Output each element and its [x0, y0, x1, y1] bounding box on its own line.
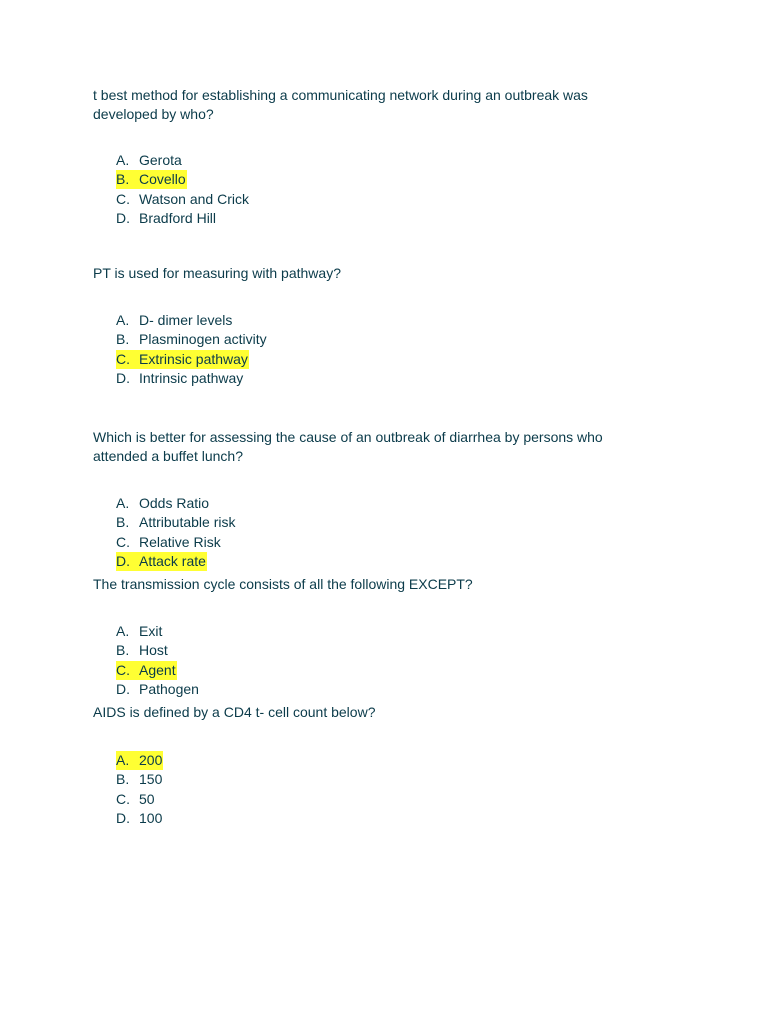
option-a: A. Odds Ratio — [116, 495, 210, 511]
question-1-text: t best method for establishing a communicating network during an outbreak was developed by who? — [93, 87, 588, 122]
question-5-options — [116, 751, 163, 828]
option-c: C. Watson and Crick — [116, 190, 249, 207]
option-b: B. 150 — [116, 771, 163, 788]
option-c-highlighted: C. Extrinsic pathway — [116, 350, 248, 367]
question-2-text: PT is used for measuring with pathway? — [93, 265, 341, 281]
option-a: A. D- dimer levels — [116, 312, 233, 328]
option-b: B. Attributable risk — [116, 514, 236, 531]
question-5-text: AIDS is defined by a CD4 t- cell count below? — [93, 704, 376, 720]
option-c-highlighted: C. Agent — [116, 661, 176, 678]
option-d: D. Pathogen — [116, 680, 199, 697]
option-b-highlighted: B. Covello — [116, 171, 186, 188]
option-c: C. Relative Risk — [116, 533, 221, 550]
option-a: A. Gerota — [116, 152, 182, 168]
question-2-options — [116, 311, 268, 388]
question-3-options — [116, 494, 236, 571]
option-b: B. Host — [116, 642, 168, 659]
option-d: D. Intrinsic pathway — [116, 369, 244, 386]
option-a: A. Exit — [116, 623, 163, 639]
question-3-text: Which is better for assessing the cause of an outbreak of diarrhea by persons who attended a buffet lunch? — [93, 429, 603, 464]
question-4-text: The transmission cycle consists of all the following EXCEPT? — [93, 576, 473, 592]
question-1-options — [116, 151, 250, 228]
option-a-highlighted: A. 200 — [116, 752, 163, 768]
option-b: B. Plasminogen activity — [116, 331, 267, 348]
option-d: D. 100 — [116, 809, 163, 826]
option-d: D. Bradford Hill — [116, 209, 217, 226]
option-d-highlighted: D. Attack rate — [116, 552, 206, 569]
question-4-options — [116, 622, 200, 699]
option-c: C. 50 — [116, 790, 155, 807]
